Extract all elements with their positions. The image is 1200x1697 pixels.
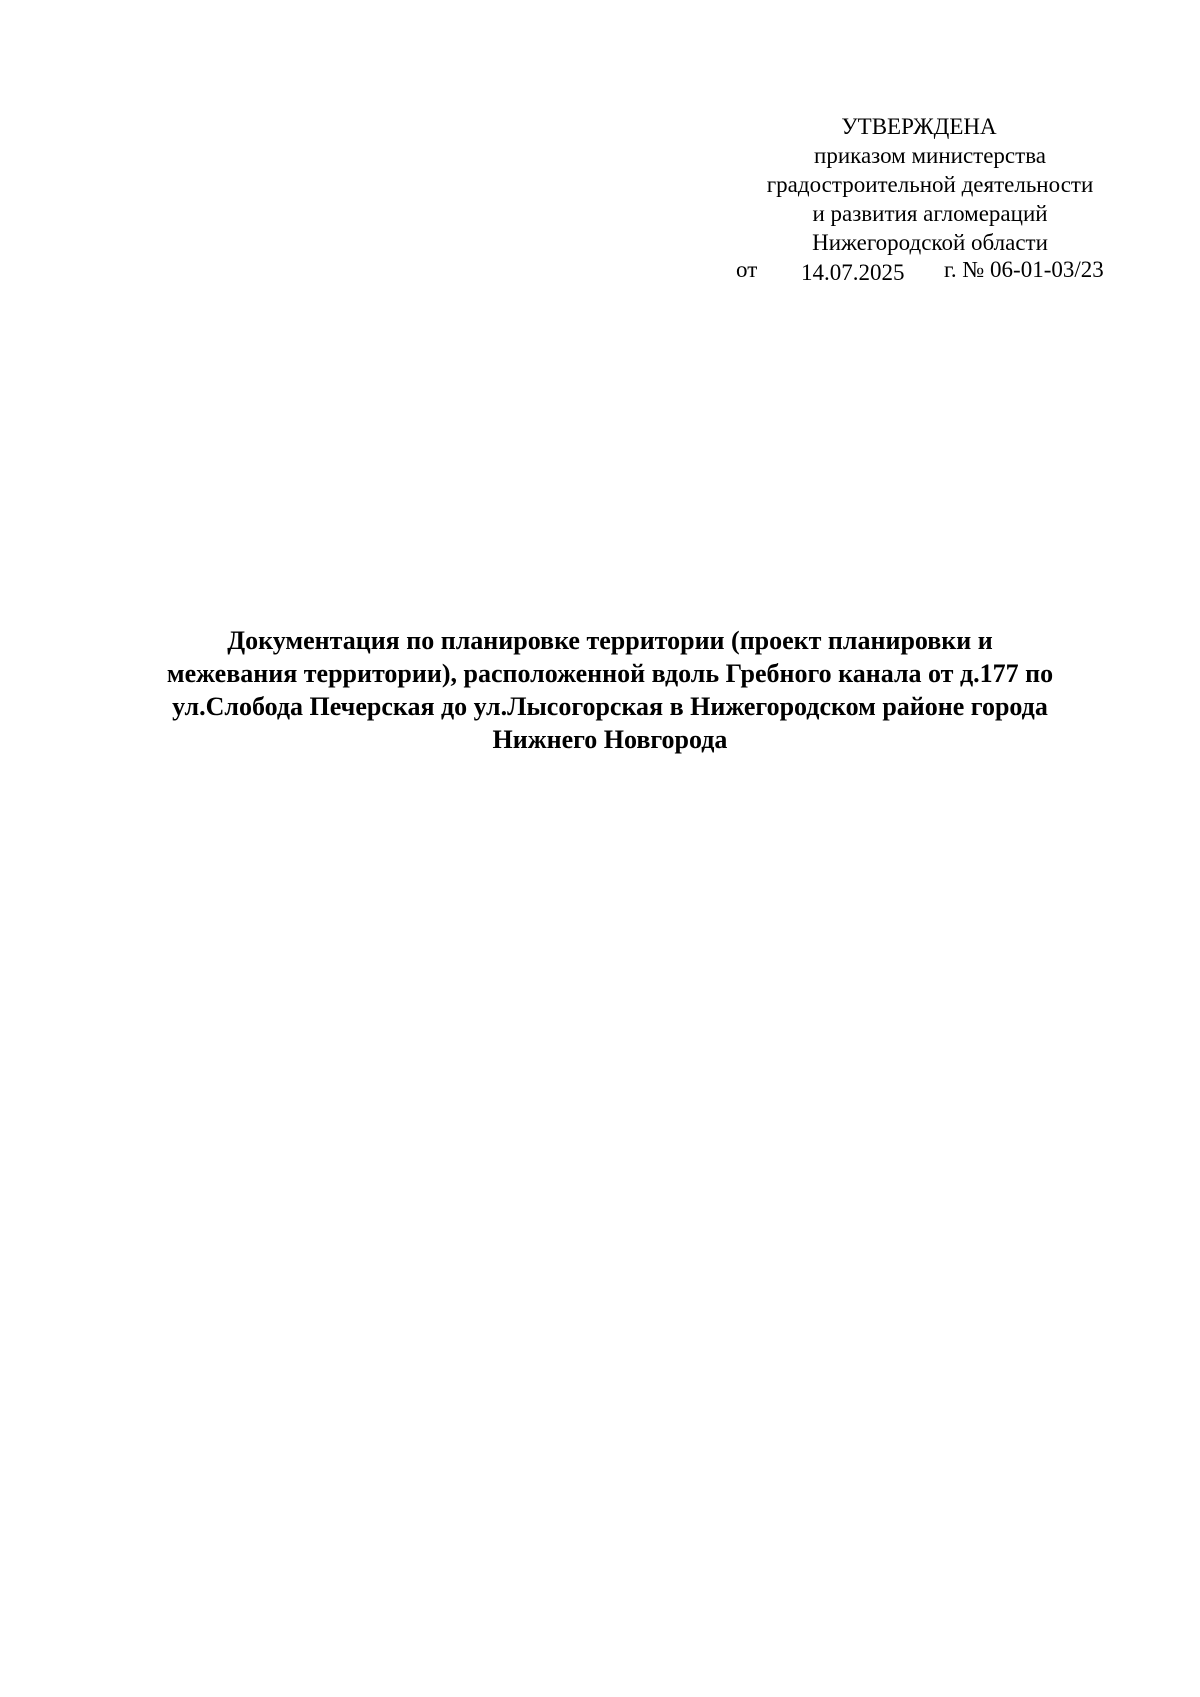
approval-line: и развития агломераций xyxy=(812,201,1048,226)
title-line: Документация по планировке территории (проект планировки и xyxy=(227,626,993,655)
document-title xyxy=(120,624,1100,756)
title-line: межевания территории), расположенной вдоль Гребного канала от д.177 по xyxy=(166,659,1054,688)
order-date-prefix: от xyxy=(736,257,758,282)
approval-line: приказом министерства xyxy=(814,143,1046,168)
order-number: г. № 06-01-03/23 xyxy=(944,257,1104,282)
approval-heading: УТВЕРЖДЕНА xyxy=(841,114,997,139)
approval-stamp xyxy=(740,112,1120,257)
approval-line: Нижегородской области xyxy=(812,230,1048,255)
order-date: 14.07.2025 xyxy=(801,260,905,285)
approval-line: градостроительной деятельности xyxy=(766,172,1094,197)
title-line: Нижнего Новгорода xyxy=(492,725,728,754)
title-line: ул.Слобода Печерская до ул.Лысогорская в Нижегородском районе города xyxy=(172,692,1048,721)
